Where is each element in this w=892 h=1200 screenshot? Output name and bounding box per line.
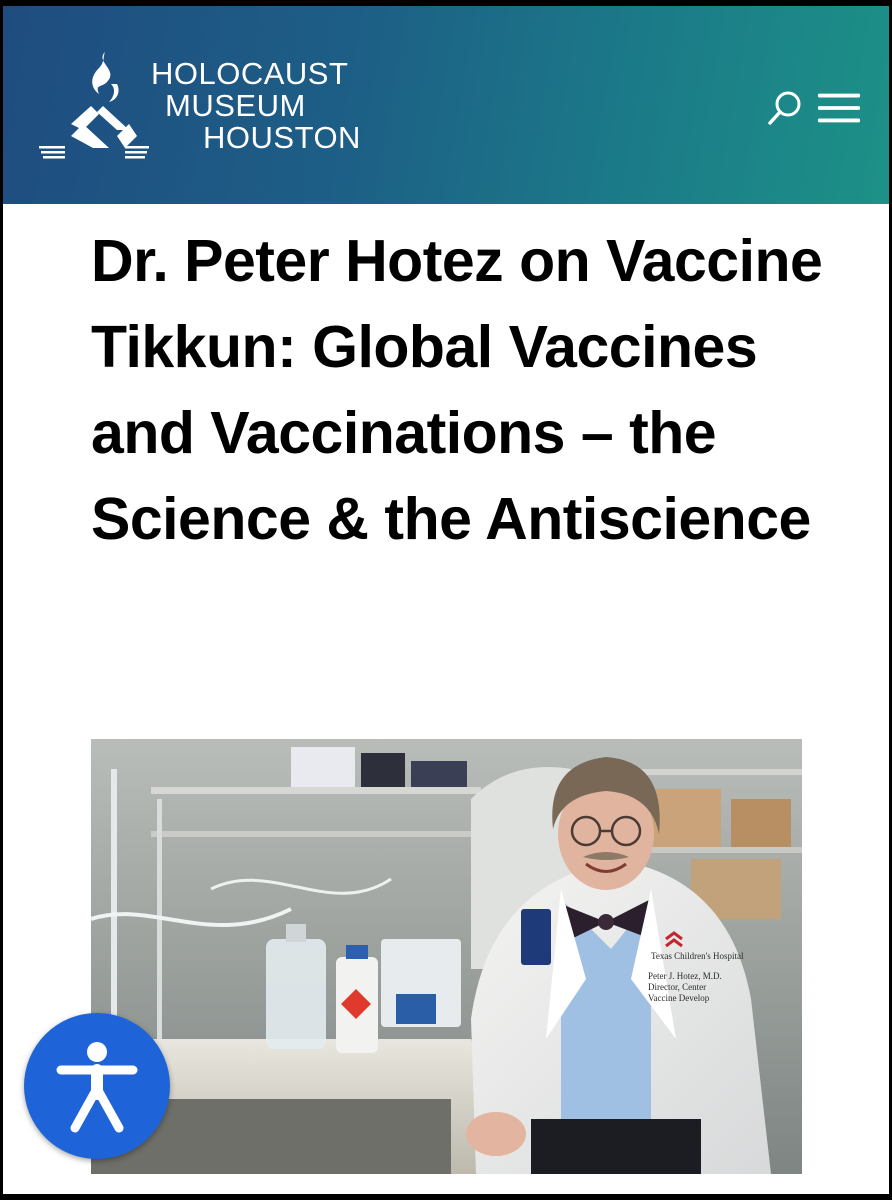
header-actions	[763, 86, 861, 130]
logo-line-museum: MUSEUM	[165, 88, 306, 123]
coat-title-label: Director, Center	[648, 982, 707, 992]
search-icon	[765, 88, 805, 128]
hamburger-menu-icon	[817, 90, 861, 126]
site-header	[3, 6, 889, 204]
page	[3, 6, 889, 1194]
accessibility-button[interactable]	[24, 1013, 170, 1159]
coat-hospital-label: Texas Children's Hospital	[651, 951, 744, 961]
logo-line-holocaust: HOLOCAUST	[151, 56, 349, 91]
coat-name-embroidery	[648, 971, 722, 1004]
menu-button[interactable]	[817, 86, 861, 130]
accessibility-person-icon	[55, 1038, 139, 1134]
coat-name-label: Peter J. Hotez, M.D.	[648, 971, 722, 981]
coat-embroidery	[651, 951, 743, 962]
museum-emblem-icon	[33, 44, 153, 164]
logo-line-houston: HOUSTON	[203, 120, 361, 155]
search-button[interactable]	[763, 86, 807, 130]
coat-dept-label: Vaccine Develop	[648, 993, 710, 1003]
article-title: Dr. Peter Hotez on Vaccine Tikkun: Global Vaccines and Vaccinations – the Science & the Antiscience	[91, 228, 823, 552]
article-hero-image	[91, 739, 802, 1174]
logo-wordmark	[151, 58, 361, 154]
museum-logo[interactable]	[33, 44, 378, 164]
